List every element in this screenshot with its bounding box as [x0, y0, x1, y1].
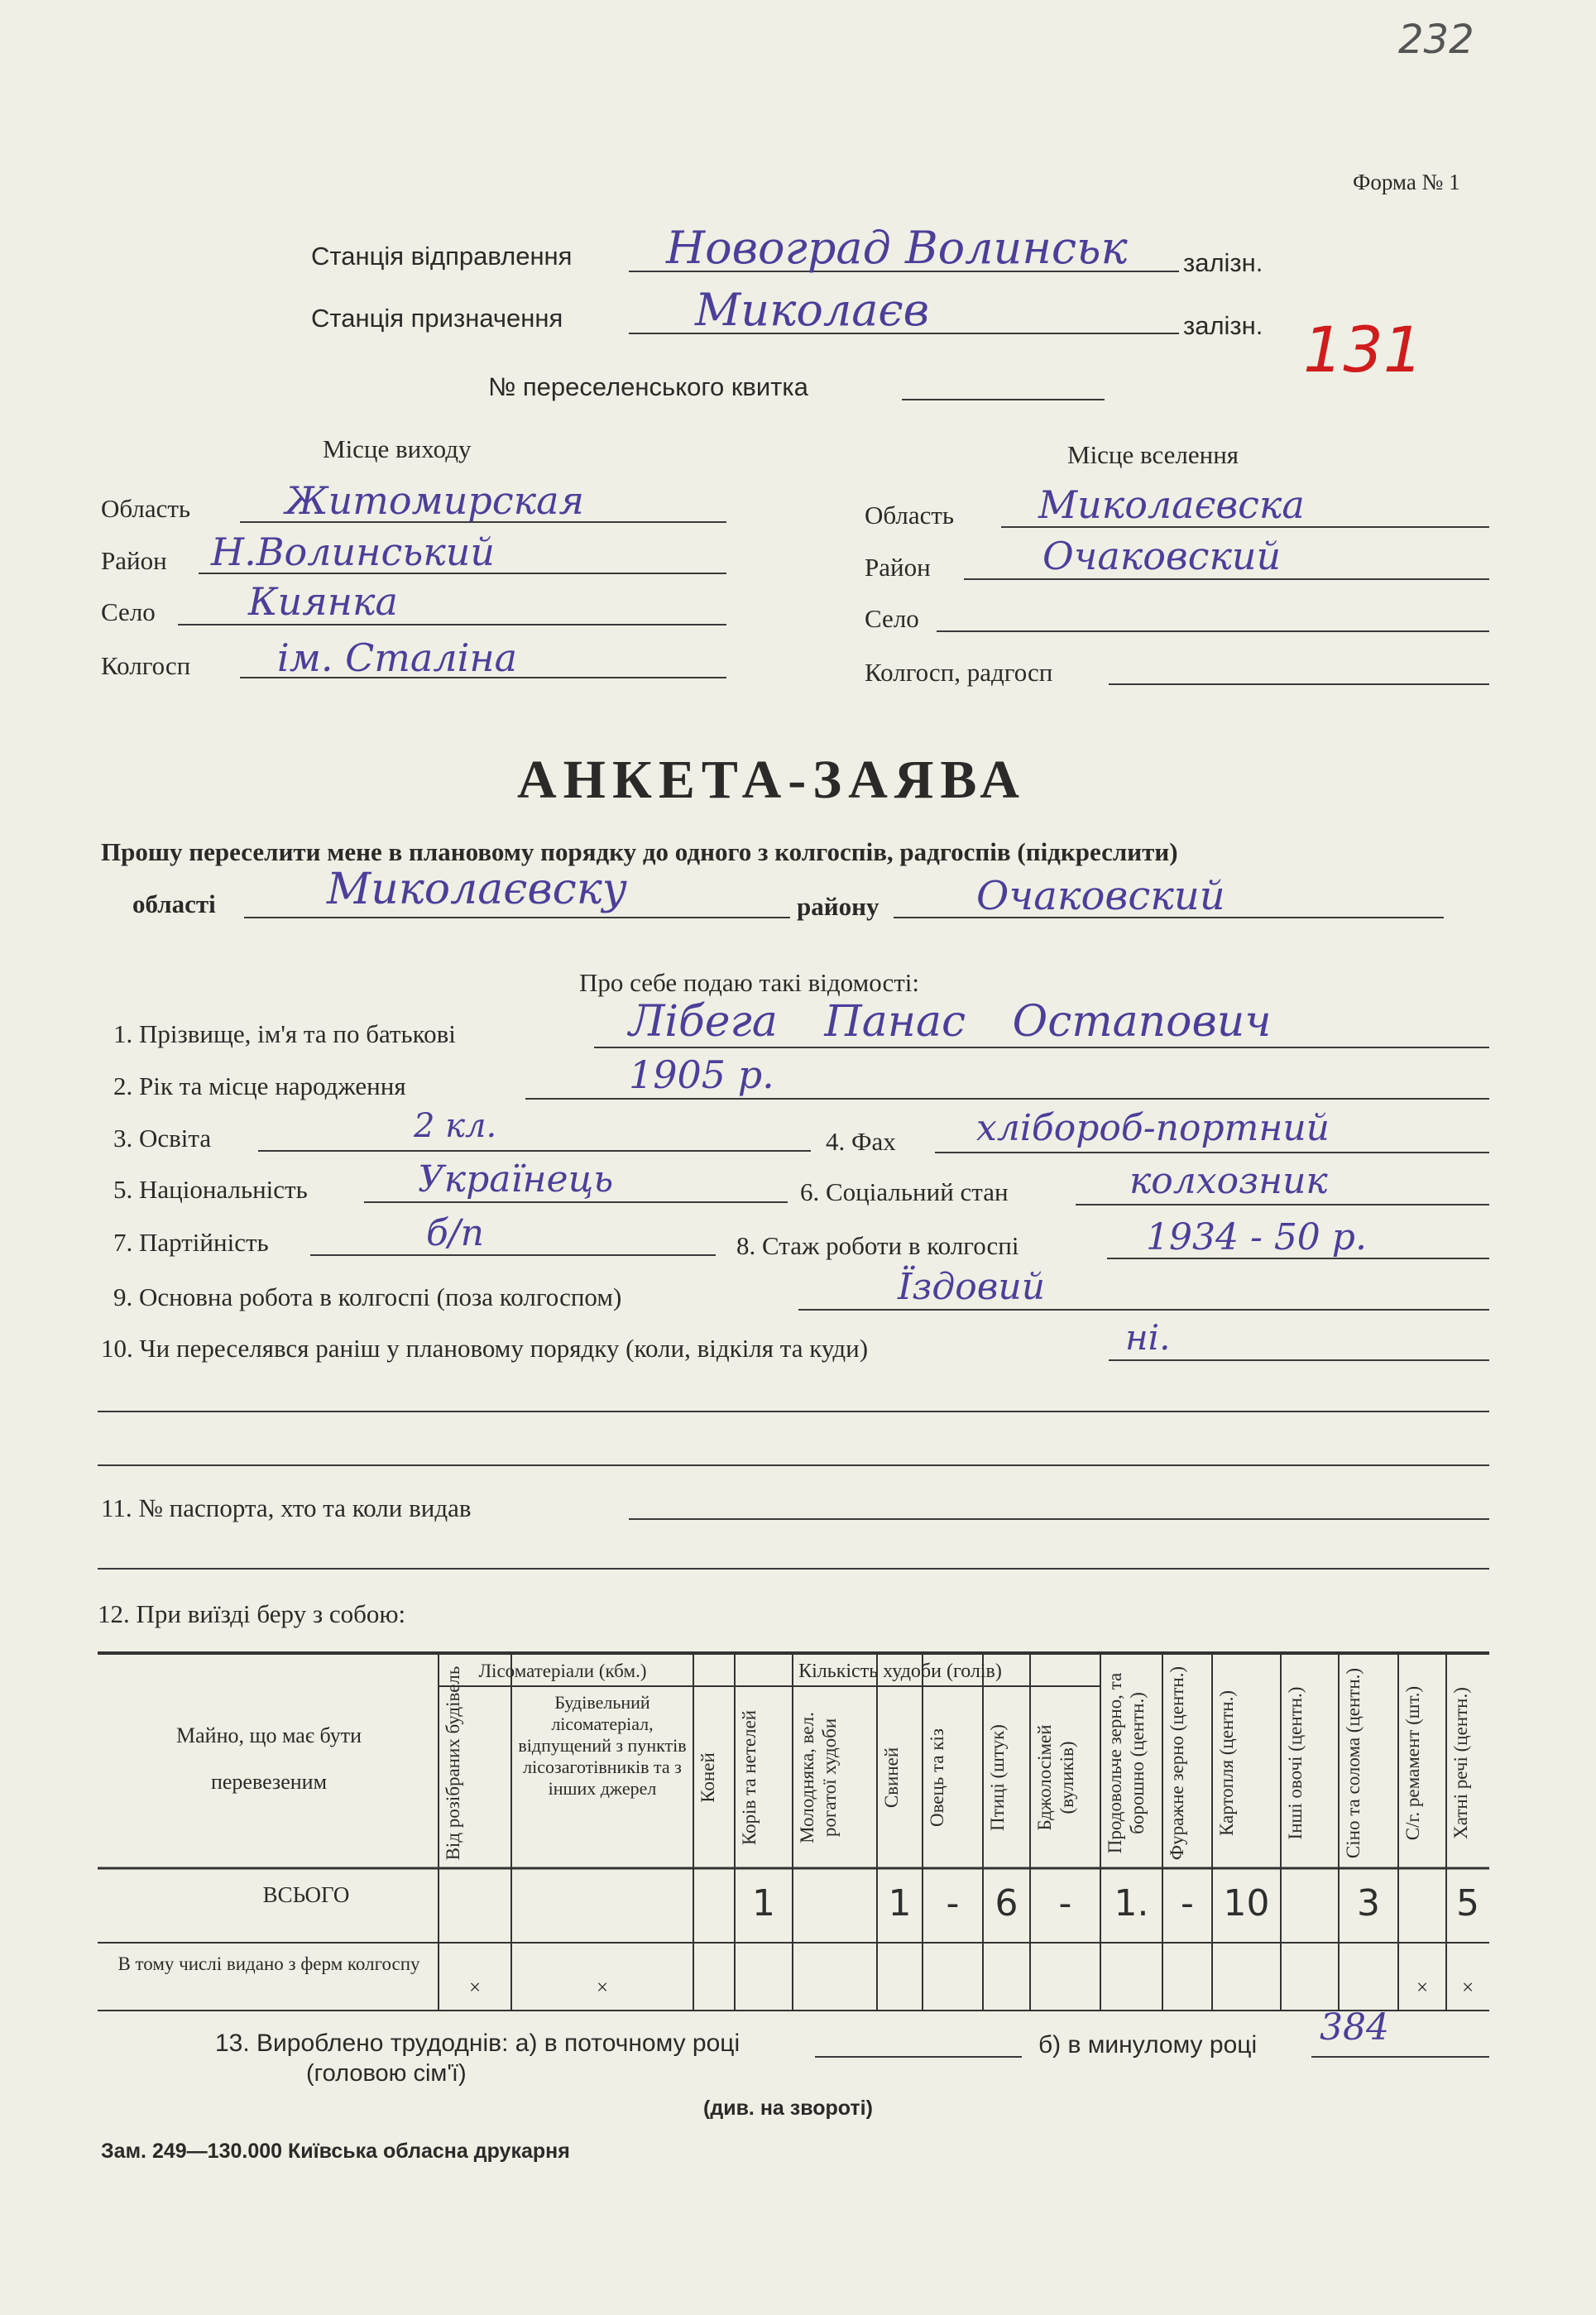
col-potato-header: Картопля (центн.): [1216, 1690, 1237, 1837]
region-value: Миколаєвску: [327, 865, 627, 914]
dest-selo-label: Село: [865, 604, 919, 633]
item-8-label: 8. Стаж роботи в колгоспі: [736, 1231, 1019, 1260]
col-grain-header: Продовольче зерно, та борошно (центн.): [1105, 1672, 1148, 1854]
item-3-label: 3. Освіта: [113, 1124, 212, 1153]
issued-mark-1: ×: [596, 1977, 609, 1999]
col-cows-header: Корів та нетелей: [739, 1709, 760, 1846]
item-6-label: 6. Соціальний стан: [800, 1177, 1009, 1206]
total-value-11: 10: [1223, 1882, 1270, 1924]
item-7-value: б/п: [426, 1212, 485, 1254]
item-13-prev-value: 384: [1320, 2006, 1389, 2049]
item-5-value: Українець: [418, 1158, 614, 1201]
col-birds-header: Птиці (штук): [987, 1724, 1008, 1831]
departure-station-label: Станція відправлення: [311, 242, 573, 271]
item-4-label: 4. Фах: [826, 1127, 896, 1156]
dest-oblast-value: Миколаєвска: [1038, 482, 1305, 527]
departure-station-value: Новоград Волинськ: [666, 222, 1128, 274]
origin-raion-value: Н.Волинський: [211, 530, 495, 574]
item-1-value: Лібега Панас Остапович: [629, 997, 1272, 1047]
item-2-label: 2. Рік та місце народження: [113, 1071, 406, 1100]
destination-station-value: Миколаєв: [695, 284, 930, 336]
origin-kolhosp-label: Колгосп: [101, 651, 191, 680]
form-title: АНКЕТА-ЗАЯВА: [517, 750, 1026, 810]
total-value-8: -: [1058, 1882, 1072, 1924]
timber-group-header: Лісоматеріали (кбм.): [478, 1661, 647, 1681]
property-header: Майно, що має бути перевезеним: [176, 1723, 362, 1794]
origin-selo-value: Киянка: [248, 579, 398, 624]
ticket-number-label: № переселенського квитка: [488, 372, 808, 401]
total-value-13: 3: [1357, 1882, 1380, 1924]
dest-raion-label: Район: [865, 553, 931, 582]
total-value-5: 1: [888, 1882, 912, 1924]
region-label: області: [132, 889, 216, 918]
dest-oblast-label: Область: [865, 501, 955, 530]
item-10-label: 10. Чи переселявся раніш у плановому порядку (коли, відкіля та куди): [101, 1334, 869, 1363]
destination-station-label: Станція призначення: [311, 304, 563, 333]
total-value-7: 6: [995, 1882, 1018, 1924]
item-9-label: 9. Основна робота в колгоспі (поза колгоспом): [113, 1282, 622, 1311]
origin-selo-label: Село: [101, 597, 156, 626]
total-value-6: -: [946, 1882, 960, 1924]
printer-line: Зам. 249—130.000 Київська обласна друкарня: [101, 2140, 570, 2163]
archive-number: 232: [1398, 17, 1474, 63]
total-value-10: -: [1181, 1882, 1194, 1924]
item-1-label: 1. Прізвище, ім'я та по батькові: [113, 1019, 456, 1048]
item-13-family-label: (головою сім'ї): [306, 2060, 467, 2087]
col-veg-header: Інші овочі (центн.): [1285, 1686, 1306, 1840]
origin-raion-label: Район: [101, 546, 167, 575]
col-bees-header: Бджолосімей (вуликів): [1034, 1724, 1077, 1831]
col-feed-header: Фуражне зерно (центн.): [1167, 1666, 1187, 1861]
item-8-value: 1934 - 50 р.: [1146, 1216, 1367, 1258]
item-3-value: 2 кл.: [414, 1107, 497, 1145]
district-label: району: [797, 892, 879, 921]
col-house-header: Хатні речі (центн.): [1450, 1687, 1471, 1839]
destination-station-suffix: залізн.: [1183, 311, 1263, 340]
item-5-label: 5. Національність: [113, 1175, 308, 1204]
col-horses-header: Коней: [697, 1752, 718, 1803]
col-sheep-header: Овець та кіз: [927, 1728, 947, 1828]
item-6-value: колхозник: [1129, 1160, 1328, 1202]
origin-oblast-label: Область: [101, 494, 191, 523]
item-10-value: ні.: [1125, 1317, 1171, 1358]
info-heading: Про себе подаю такі відомості:: [579, 968, 920, 997]
issued-mark-14: ×: [1416, 1977, 1429, 1999]
dest-kolhosp-label: Колгосп, радгосп: [865, 658, 1053, 687]
col-dismantled-header: Від розібраних будівель: [443, 1666, 463, 1861]
origin-oblast-value: Житомирская: [285, 478, 584, 523]
item-11-label: 11. № паспорта, хто та коли видав: [101, 1493, 472, 1522]
row-total-label: ВСЬОГО: [262, 1882, 350, 1907]
total-value-3: 1: [752, 1882, 775, 1924]
item-7-label: 7. Партійність: [113, 1228, 269, 1257]
departure-station-suffix: залізн.: [1183, 248, 1263, 277]
total-value-15: 5: [1456, 1882, 1479, 1924]
item-4-value: хлібороб-портний: [976, 1107, 1330, 1149]
item-2-value: 1905 р.: [629, 1052, 774, 1097]
total-value-9: 1.: [1114, 1882, 1149, 1924]
col-tools-header: С/г. ремамент (шт.): [1402, 1685, 1423, 1841]
item-13-label: 13. Вироблено трудоднів: а) в поточному році: [215, 2030, 740, 2057]
issued-mark-15: ×: [1461, 1977, 1474, 1999]
origin-heading: Місце виходу: [323, 434, 472, 463]
item-13-prev-label: б) в минулому році: [1038, 2031, 1258, 2059]
col-hay-header: Сіно та солома (центн.): [1343, 1667, 1364, 1859]
item-9-value: Їздовий: [898, 1266, 1046, 1308]
col-pigs-header: Свиней: [881, 1747, 902, 1809]
district-value: Очаковский: [976, 873, 1225, 919]
see-back-note: (див. на звороті): [703, 2097, 873, 2120]
origin-kolhosp-value: ім. Сталіна: [277, 635, 518, 680]
form-number: Форма № 1: [1353, 170, 1460, 194]
col-building-header: Будівельний лісоматеріал, відпущений з пунктів лісозаготівників та з інших джерел: [518, 1692, 687, 1799]
livestock-group-header: Кількість худоби (голів): [798, 1661, 1002, 1682]
issued-mark-0: ×: [468, 1977, 482, 1999]
red-number-mark: 131: [1303, 313, 1424, 386]
item-12-label: 12. При виїзді беру з собою:: [98, 1599, 406, 1628]
row-issued-label: В тому числі видано з ферм колгоспу: [117, 1953, 420, 1974]
request-line: Прошу переселити мене в плановому порядку до одного з колгоспів, радгоспів (підкреслити): [101, 837, 1178, 866]
col-young-header: Молодняка, вел. рогатої худоби: [797, 1712, 840, 1843]
destination-heading: Місце вселення: [1067, 440, 1239, 469]
dest-raion-value: Очаковский: [1042, 534, 1282, 578]
